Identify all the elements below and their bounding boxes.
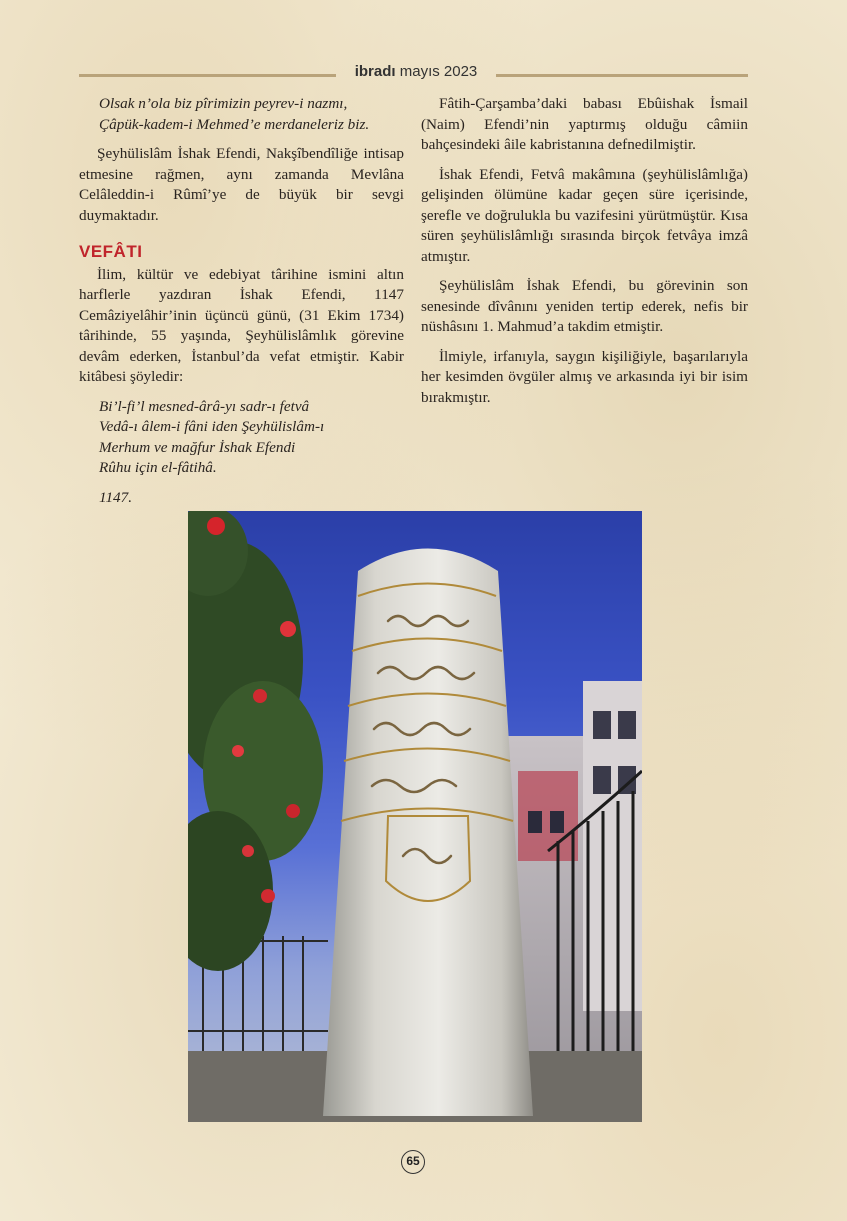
paragraph-mevlana: Şeyhülislâm İshak Efendi, Nakşîbendîliğe intisap etmesine rağmen, aynı zamanda Mevlâna Celâleddin-i Rûmî’ye de büyük bir sevgi duymaktadır. bbox=[79, 145, 404, 224]
page-number: 65 bbox=[401, 1150, 425, 1174]
epitaph bbox=[79, 397, 404, 479]
paragraph-burial: Fâtih-Çarşamba’daki babası Ebûishak İsmail (Naim) Efendi’nin yaptırmış olduğu câmiin bahçesindeki âile kabristanına defnedilmiştir. bbox=[421, 95, 748, 153]
header-rule-right bbox=[496, 74, 748, 77]
couplet bbox=[79, 94, 404, 135]
issue-date: mayıs 2023 bbox=[395, 63, 478, 80]
gravestone-illustration bbox=[188, 511, 642, 1122]
running-header bbox=[79, 63, 748, 85]
couplet-line-1: Olsak n’ola biz pîrimizin peyrev-i nazmı, bbox=[99, 95, 348, 112]
right-column bbox=[421, 94, 748, 417]
paragraph-death: İlim, kültür ve edebiyat târihine ismini altın harflerle yazdıran İshak Efendi, 1147 Cemâziyelâhir’inin üçüncü günü, (31 Ekim 1734) târihinde, 55 yaşında, Şeyhülislâmlık görevine devâm ederken, İstanbul’da vefat etmiştir. Kabir kitâbesi şöyledir: bbox=[79, 265, 404, 385]
epitaph-line-2: Vedâ-ı âlem-i fâni iden Şeyhülislâm-ı bbox=[99, 418, 325, 435]
paragraph-legacy: İlmiyle, irfanıyla, saygın kişiliğiyle, başarılarıyla her kesimden övgüler almış ve arkasında iyi bir isim bırakmıştır. bbox=[421, 347, 748, 406]
paragraph-divan: Şeyhülislâm İshak Efendi, bu görevinin son senesinde dîvânını yeniden tertip ederek, nefis bir nüshâsını 1. Mahmud’a takdim etmiştir. bbox=[421, 277, 748, 335]
section-heading-vefati: VEFÂTI bbox=[79, 242, 143, 261]
header-title bbox=[343, 63, 489, 80]
epitaph-line-1: Bi’l-fi’l mesned-ârâ-yı sadr-ı fetvâ bbox=[99, 397, 310, 415]
header-rule-left bbox=[79, 74, 336, 77]
epitaph-year: 1147. bbox=[99, 488, 133, 506]
epitaph-line-3: Merhum ve mağfur İshak Efendi bbox=[99, 438, 296, 456]
couplet-line-2: Çâpük-kadem-i Mehmed’e merdaneleriz biz. bbox=[99, 115, 370, 133]
magazine-name: ibradı bbox=[354, 63, 396, 80]
epitaph-line-4: Rûhu için el-fâtihâ. bbox=[99, 459, 217, 476]
gravestone-photo bbox=[188, 511, 642, 1122]
paragraph-office: İshak Efendi, Fetvâ makâmına (şeyhülislâmlığa) gelişinden ölümüne kadar geçen süre içerisinde, şerefle ve doğrulukla bu vazifesini yürütmüştür. Kısa süren şeyhülislâmlığı sırasında birçok fetvâya imzâ atmıştır. bbox=[421, 165, 748, 265]
left-column bbox=[79, 94, 404, 517]
